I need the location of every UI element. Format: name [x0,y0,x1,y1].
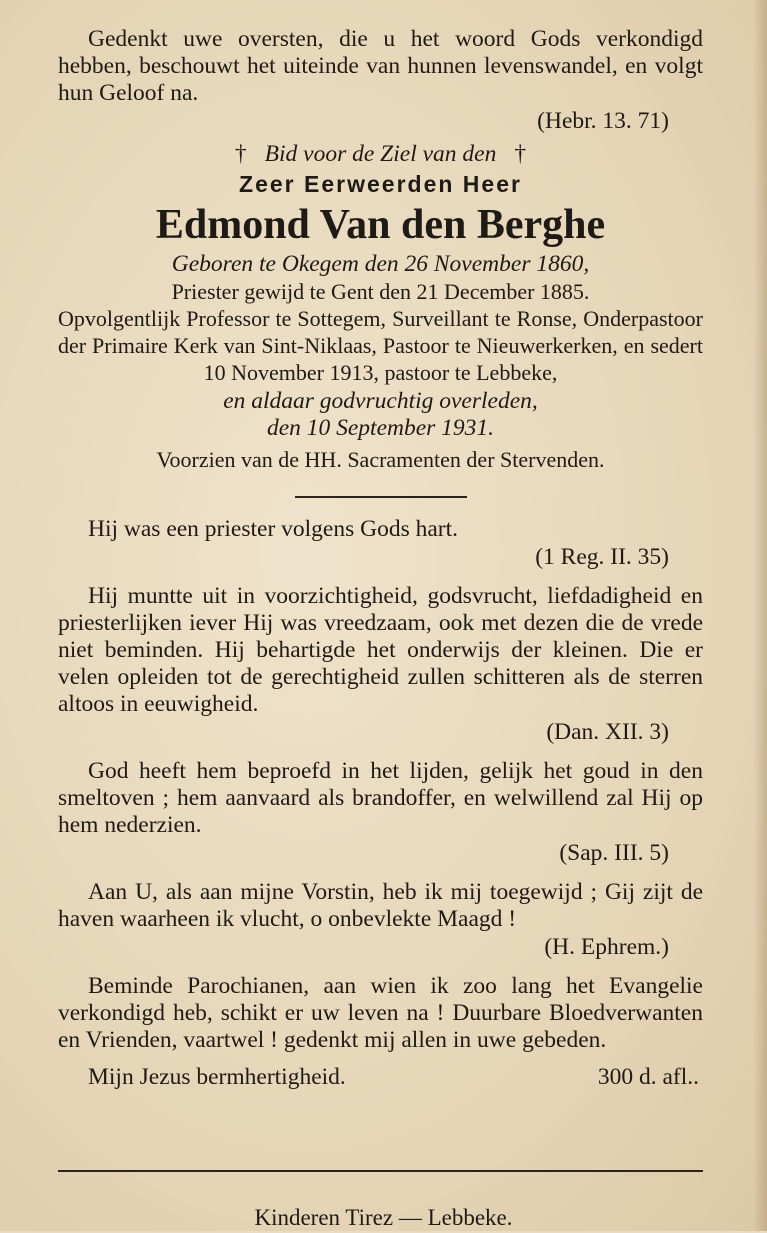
cross-left-icon: † [234,141,247,167]
verse-top-ref: (Hebr. 13. 71) [537,108,669,134]
title-line: Zeer Eerweerden Heer [239,171,522,197]
ordained-line: Priester gewijd te Gent den 21 December 1885. [171,279,590,304]
section-text: Hij muntte uit in voorzichtigheid, godsvrucht, liefdadigheid en priesterlijken iever Hij was vreedzaam, ook met dezen die de vrede niet beminden. Hij behartigde het onderwijs der kleinen. Die er velen opleiden tot de gerechtigheid zullen schitteren als de sterren altoos in eeuwigheid. [58,583,703,717]
section-text: God heeft hem beproefd in het lijden, gelijk het goud in den smeltoven ; hem aanvaard als brandoffer, en welwillend zal Hij op hem nederzien. [58,758,703,838]
section-ref: (H. Ephrem.) [544,934,669,960]
indulgence-row [58,1062,703,1092]
section-1 [58,516,703,571]
indulgence-prayer: Mijn Jezus bermhertigheid. [88,1064,346,1090]
section-text: Beminde Parochianen, aan wien ik zoo lang het Evangelie verkondigd heb, schikt er uw leven na ! Duurbare Bloedverwanten en Vrienden, vaartwel ! gedenkt mij allen in uwe gebeden. [58,973,703,1053]
section-4 [58,879,703,961]
section-3 [58,758,703,867]
bid-text: Bid voor de Ziel van den [264,141,497,167]
printer-footer: Kinderen Tirez — Lebbeke. [254,1205,513,1230]
died-line-2: den 10 September 1931. [266,415,495,441]
career-text: Opvolgentlijk Professor te Sottegem, Surveillant te Ronse, Onderpastoor der Primaire Kerk van Sint-Niklaas, Pastoor te Nieuwerkerken, en sedert 10 November 1913, pastoor te Lebbeke, [58,306,703,385]
section-ref: (Sap. III. 5) [559,840,669,866]
section-ref: (Dan. XII. 3) [546,719,669,745]
deceased-name: Edmond Van den Berghe [155,202,606,248]
bid-line [58,139,703,169]
verse-top-text: Gedenkt uwe oversten, die u het woord Gods verkondigd hebben, beschouwt het uiteinde van hunnen levenswandel, en volgt hun Geloof na. [58,26,703,106]
died-line-1: en aldaar godvruchtig overleden, [223,388,538,414]
verse-top [58,26,703,107]
section-5 [58,973,703,1054]
divider [295,496,467,498]
sacraments-line: Voorzien van de HH. Sacramenten der Stervenden. [156,447,605,472]
section-text: Aan U, als aan mijne Vorstin, heb ik mij toegewijd ; Gij zijt de haven waarheen ik vlucht, o onbevlekte Maagd ! [58,879,703,932]
footer-divider [58,1170,703,1172]
born-line: Geboren te Okegem den 26 November 1860, [171,251,590,277]
cross-right-icon: † [514,141,527,167]
section-ref: (1 Reg. II. 35) [535,544,669,570]
section-2 [58,583,703,746]
section-text: Hij was een priester volgens Gods hart. [88,516,459,542]
indulgence-days: 300 d. afl.. [597,1064,699,1090]
